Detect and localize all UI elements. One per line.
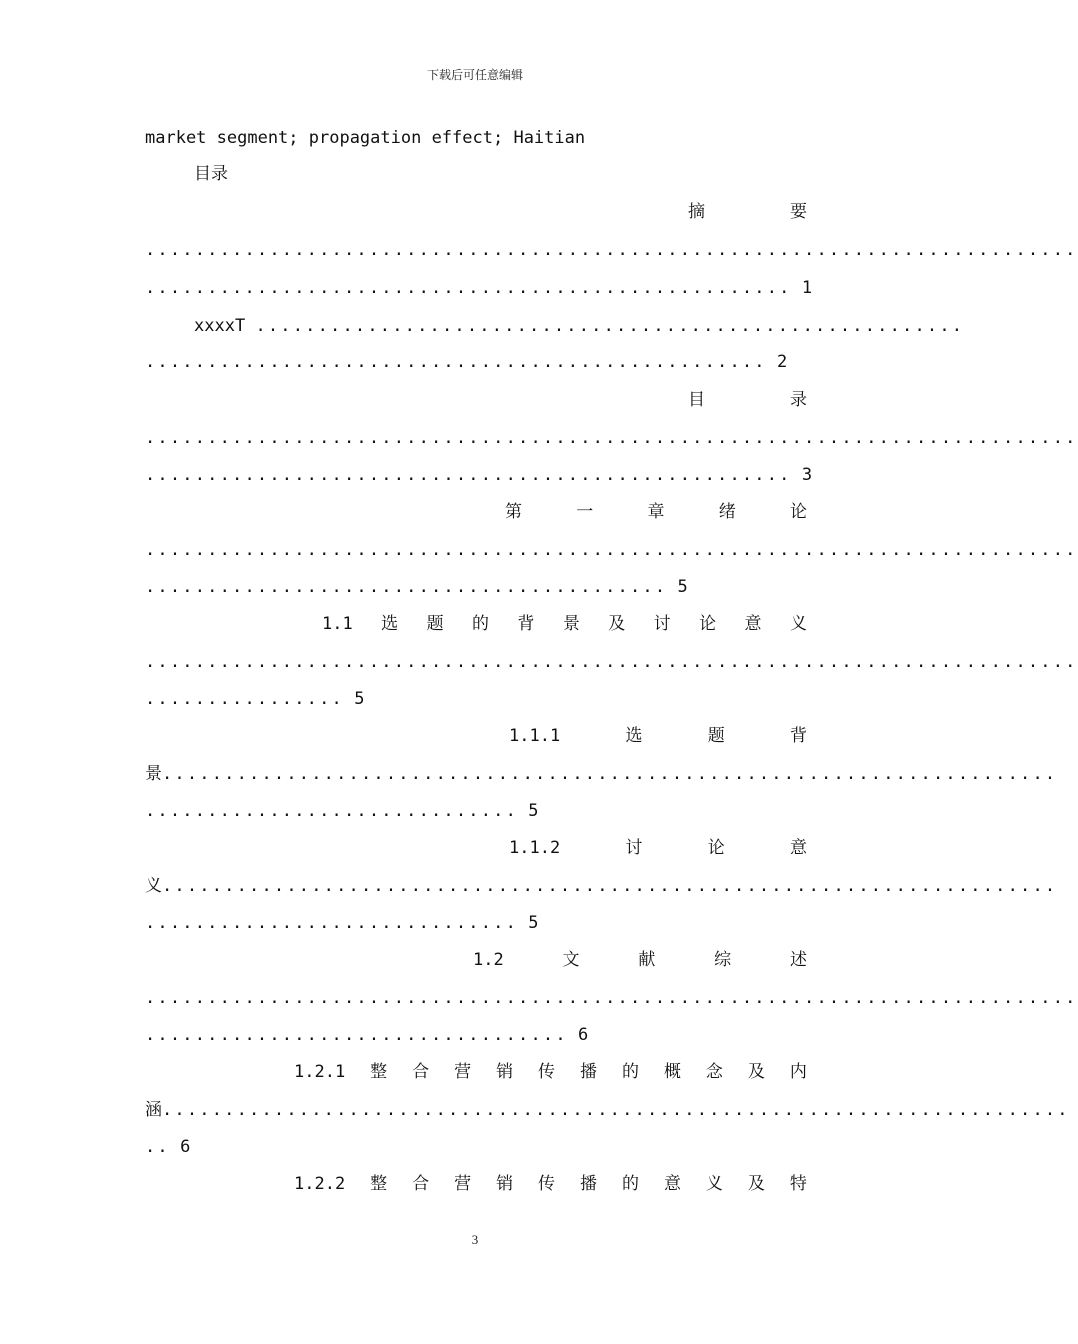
heading-char: 概 bbox=[663, 1062, 681, 1082]
heading-char: 背 bbox=[517, 614, 535, 634]
heading-char: 整 bbox=[370, 1174, 388, 1194]
heading-char: 的 bbox=[621, 1062, 639, 1082]
heading-char: 特 bbox=[789, 1174, 807, 1194]
toc-page-number: 6 bbox=[180, 1137, 191, 1157]
heading-char: 绪 bbox=[718, 502, 736, 522]
toc-dot-leader: ........................................................................ bbox=[162, 764, 1058, 784]
toc-page-number: 5 bbox=[528, 913, 539, 933]
heading-char: 销 bbox=[496, 1062, 514, 1082]
heading-char: 题 bbox=[426, 614, 444, 634]
toc-entry-1-1-1-heading[interactable] bbox=[509, 724, 807, 748]
heading-char: 论 bbox=[790, 502, 807, 522]
toc-entry-1-1-2-heading[interactable] bbox=[509, 836, 807, 860]
toc-page-number: 5 bbox=[677, 577, 688, 597]
toc-entry-label: xxxxT bbox=[194, 316, 246, 336]
toc-dot-leader: ........................................................................... bbox=[145, 652, 1078, 672]
heading-char: 涵 bbox=[145, 1100, 162, 1120]
heading-char: 意 bbox=[663, 1174, 681, 1194]
toc-entry-1-1-2-page-line bbox=[145, 911, 807, 935]
toc-entry-1-2-heading[interactable] bbox=[473, 948, 807, 972]
heading-char: 背 bbox=[789, 726, 807, 746]
toc-dot-leader: .................................................. bbox=[145, 352, 767, 372]
toc-entry-english-abstract-page-line bbox=[145, 350, 807, 374]
heading-char: 念 bbox=[705, 1062, 723, 1082]
toc-dot-leader: ......................................................... bbox=[255, 316, 965, 336]
heading-char: 景 bbox=[145, 764, 162, 784]
heading-char: 及 bbox=[747, 1174, 765, 1194]
toc-dot-leader: ........................................................................... bbox=[145, 988, 1078, 1008]
toc-page-number: 2 bbox=[777, 352, 788, 372]
heading-char: 的 bbox=[621, 1174, 639, 1194]
heading-char: 合 bbox=[412, 1174, 430, 1194]
heading-char: 义 bbox=[705, 1174, 723, 1194]
heading-char: 题 bbox=[707, 726, 725, 746]
toc-entry-1-1-1-page-line bbox=[145, 799, 807, 823]
toc-dot-leader: .............................. bbox=[145, 801, 519, 821]
toc-dot-leader: ........................................................................... bbox=[145, 540, 1078, 560]
toc-dot-leader: .................................................... bbox=[145, 278, 792, 298]
heading-char: 录 bbox=[790, 390, 807, 410]
heading-char: 销 bbox=[496, 1174, 514, 1194]
section-number: 1.2 bbox=[473, 950, 504, 970]
toc-entry-chapter-1-page-line bbox=[145, 575, 807, 599]
toc-entry-1-2-1-heading[interactable] bbox=[294, 1060, 807, 1084]
toc-entry-1-1-2-continuation bbox=[145, 874, 1058, 898]
heading-char: 义 bbox=[145, 876, 162, 896]
heading-char: 目 bbox=[688, 390, 705, 410]
section-number: 1.1 bbox=[322, 614, 353, 634]
toc-entry-abstract-heading[interactable] bbox=[688, 200, 807, 224]
heading-char: 的 bbox=[471, 614, 489, 634]
heading-char: 讨 bbox=[625, 838, 643, 858]
toc-entry-1-2-1-page-line bbox=[145, 1135, 807, 1159]
page-header: 下载后可任意编辑 bbox=[426, 68, 523, 82]
toc-entry-chapter-1-heading[interactable] bbox=[505, 500, 807, 524]
toc-entry-1-2-1-continuation bbox=[145, 1098, 1070, 1122]
heading-char: 摘 bbox=[688, 202, 705, 222]
toc-dot-leader: .. bbox=[145, 1137, 170, 1157]
heading-char: 整 bbox=[370, 1062, 388, 1082]
heading-char: 传 bbox=[538, 1174, 556, 1194]
heading-char: 文 bbox=[562, 950, 580, 970]
heading-char: 综 bbox=[714, 950, 732, 970]
heading-char: 义 bbox=[789, 614, 807, 634]
heading-char: 论 bbox=[707, 838, 725, 858]
heading-char: 意 bbox=[789, 838, 807, 858]
heading-char: 讨 bbox=[653, 614, 671, 634]
toc-dot-leader: .................................................... bbox=[145, 465, 792, 485]
toc-page-number: 5 bbox=[528, 801, 539, 821]
toc-entry-1-1-page-line bbox=[145, 687, 807, 711]
heading-char: 选 bbox=[381, 614, 399, 634]
heading-char: 选 bbox=[625, 726, 643, 746]
toc-entry-abstract-page-line bbox=[145, 276, 813, 300]
section-number: 1.2.1 bbox=[294, 1062, 346, 1082]
page-number: 3 bbox=[471, 1232, 479, 1247]
section-number: 1.1.2 bbox=[509, 838, 561, 858]
toc-page-number: 1 bbox=[801, 278, 813, 298]
heading-char: 营 bbox=[454, 1174, 472, 1194]
toc-dot-leader: .......................................... bbox=[145, 577, 668, 597]
heading-char: 献 bbox=[638, 950, 656, 970]
toc-entry-1-1-heading[interactable] bbox=[322, 612, 807, 636]
toc-entry-contents-page-line bbox=[145, 463, 813, 487]
heading-char: 营 bbox=[454, 1062, 472, 1082]
toc-page-number: 6 bbox=[578, 1025, 589, 1045]
heading-char: 一 bbox=[576, 502, 594, 522]
toc-entry-1-2-page-line bbox=[145, 1023, 807, 1047]
heading-char: 及 bbox=[747, 1062, 765, 1082]
toc-dot-leader: ........................................................................ bbox=[162, 876, 1058, 896]
heading-char: 播 bbox=[580, 1062, 597, 1082]
toc-dot-leader: .............................. bbox=[145, 913, 519, 933]
toc-entry-1-1-1-continuation bbox=[145, 762, 1058, 786]
heading-char: 论 bbox=[699, 614, 717, 634]
toc-entry-1-2-2-heading[interactable] bbox=[294, 1172, 807, 1196]
heading-char: 景 bbox=[562, 614, 580, 634]
keywords-line: market segment; propagation effect; Haitian bbox=[145, 128, 586, 148]
heading-char: 及 bbox=[608, 614, 626, 634]
heading-char: 章 bbox=[647, 502, 665, 522]
heading-char: 意 bbox=[744, 614, 762, 634]
toc-page-number: 3 bbox=[801, 465, 813, 485]
heading-char: 述 bbox=[789, 950, 807, 970]
section-number: 1.1.1 bbox=[509, 726, 561, 746]
toc-entry-contents-heading[interactable] bbox=[688, 388, 807, 412]
toc-dot-leader: ........................................................................... bbox=[145, 240, 1078, 260]
heading-char: 传 bbox=[538, 1062, 556, 1082]
toc-dot-leader: ......................................................................... bbox=[162, 1100, 1070, 1120]
heading-char: 播 bbox=[580, 1174, 597, 1194]
toc-page-number: 5 bbox=[354, 689, 365, 709]
toc-dot-leader: ................ bbox=[145, 689, 344, 709]
toc-title: 目录 bbox=[194, 164, 228, 184]
section-number: 1.2.2 bbox=[294, 1174, 346, 1194]
toc-entry-english-abstract[interactable] bbox=[194, 314, 965, 338]
heading-char: 第 bbox=[505, 502, 522, 522]
heading-char: 合 bbox=[412, 1062, 430, 1082]
toc-dot-leader: .................................. bbox=[145, 1025, 568, 1045]
toc-dot-leader: ........................................................................... bbox=[145, 428, 1078, 448]
heading-char: 要 bbox=[790, 202, 807, 222]
heading-char: 内 bbox=[789, 1062, 807, 1082]
